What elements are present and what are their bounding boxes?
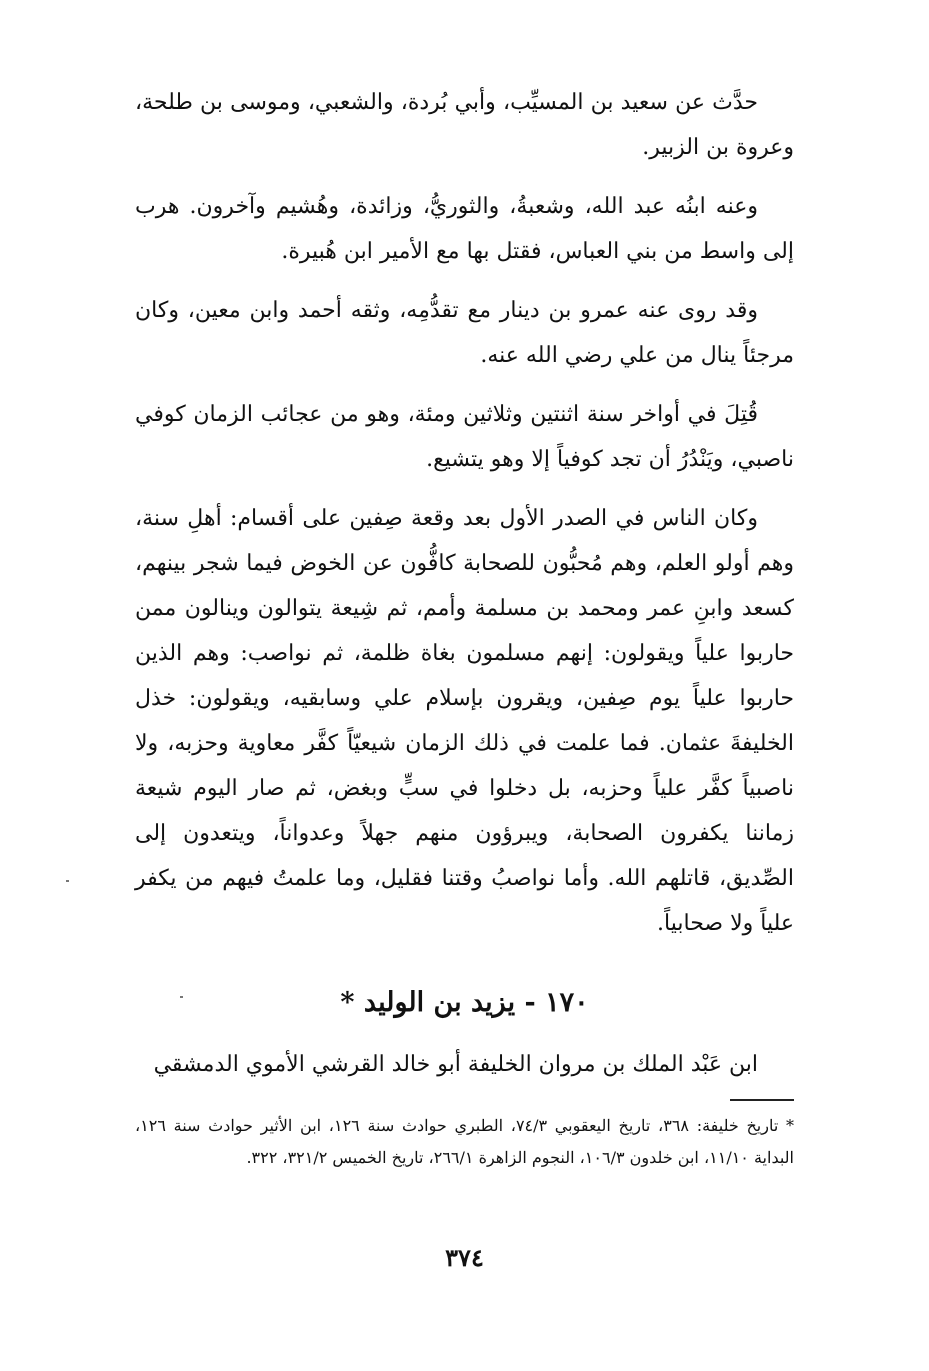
scan-speck [66, 880, 69, 882]
biography-intro-line: ابن عَبْد الملك بن مروان الخليفة أبو خالد القرشي الأموي الدمشقي [153, 1052, 758, 1077]
scan-speck [180, 996, 183, 998]
paragraph: وكان الناس في الصدر الأول بعد وقعة صِفين على أقسام: أهلِ سنة، وهم أولو العلم، وهم مُحبُّون للصحابة كافُّون عن الخوض فيما شجر بينهم، كسعد وابنِ عمر ومحمد بن مسلمة وأمم، ثم شِيعة يتوالون وينالون ممن حاربوا علياً ويقولون: إنهم مسلمون بغاة ظلمة، ثم نواصب: وهم الذين حاربوا علياً يوم صِفين، ويقرون بإسلام علي وسابقيه، ويقولون: خذل الخليفةَ عثمان. فما علمت في ذلك الزمان شيعيّاً كفَّر معاوية وحزبه، ولا ناصبياً كفَّر علياً وحزبه، بل دخلوا في سبٍّ وبغض، ثم صار اليوم شيعة زماننا يكفرون الصحابة، ويبرؤون منهم جهلاً وعدواناً، ويتعدون إلى الصِّديق، قاتلهم الله. وأما نواصبُ وقتنا فقليل، وما علمتُ فيهم من يكفر علياً ولا صحابياً. [135, 506, 794, 936]
footnote-divider [730, 1099, 794, 1101]
paragraph: وعنه ابنُه عبد الله، وشعبةُ، والثوريُّ، وزائدة، وهُشيم وآخرون. هرب إلى واسط من بني العباس، فقتل بها مع الأمير ابن هُبيرة. [135, 194, 794, 264]
biography-heading: ١٧٠ - يزيد بن الوليد * [340, 987, 589, 1018]
paragraph: حدَّث عن سعيد بن المسيِّب، وأبي بُردة، والشعبي، وموسى بن طلحة، وعروة بن الزبير. [135, 90, 794, 160]
main-text [135, 80, 794, 960]
footnote: * تاريخ خليفة: ٣٦٨، تاريخ اليعقوبي ٧٤/٣، الطبري حوادث سنة ١٢٦، ابن الأثير حوادث سنة ١٢٦، البداية ١١/١٠، ابن خلدون ١٠٦/٣، النجوم الزاهرة ٢٦٦/١، تاريخ الخميس ٣٢١/٢، ٣٢٢. [135, 1116, 795, 1167]
page-number: ٣٧٤ [445, 1243, 484, 1272]
paragraph: وقد روى عنه عمرو بن دينار مع تقدُّمِه، وثقه أحمد وابن معين، وكان مرجئاً ينال من علي رضي الله عنه. [135, 298, 794, 368]
paragraph: قُتِلَ في أواخر سنة اثنتين وثلاثين ومئة، وهو من عجائب الزمان كوفي ناصبي، ويَنْدُرُ أن تجد كوفياً إلا وهو يتشيع. [135, 402, 794, 472]
